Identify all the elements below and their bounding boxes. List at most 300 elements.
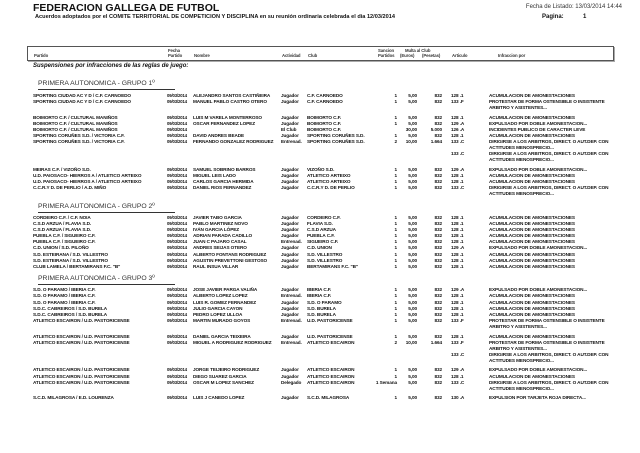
cell-actividad: Entrenad. bbox=[281, 317, 302, 323]
cell-infraccion: ACTITUDES MENOSPRECIO... bbox=[489, 157, 554, 163]
col-sancion: Sancion bbox=[378, 48, 395, 53]
cell-articulo: 128 .1 bbox=[451, 305, 464, 311]
cell-actividad: Entrenad. bbox=[281, 239, 302, 245]
cell-sancion: 1 bbox=[394, 305, 397, 311]
cell-club: BERTAMIRANS F.C. "B" bbox=[307, 263, 359, 269]
cell-nombre: OSCAR FERNANDEZ LOPEZ bbox=[193, 120, 255, 126]
cell-sancion: 1 bbox=[394, 311, 397, 317]
cell-actividad: Delegado bbox=[281, 379, 302, 385]
col-articulo: Articulo bbox=[452, 53, 468, 58]
cell-sancion: 1 bbox=[394, 395, 397, 401]
table-row-continuation bbox=[0, 191, 640, 197]
cell-euros: 5,00 bbox=[408, 379, 417, 385]
cell-pesetas: 832 bbox=[434, 293, 442, 299]
cell-infraccion: DIRIGIRSE A LOS ARBITROS, DIRECT. O AUT.DEP. CON bbox=[489, 151, 609, 157]
cell-pesetas: 832 bbox=[434, 317, 442, 323]
cell-articulo: 128 .1 bbox=[451, 133, 464, 139]
group-spacer bbox=[0, 401, 640, 405]
cell-infraccion: ACUMULACION DE AMONESTACIONES bbox=[489, 293, 575, 299]
cell-nombre: JAVIER TABO GARCIA bbox=[193, 215, 242, 220]
cell-euros: 5,00 bbox=[408, 227, 417, 233]
cell-partido: S.D. O PARAMO / IBERIA C.F. bbox=[33, 287, 96, 293]
cell-nombre: MARTIN MURADO GOYOS bbox=[193, 317, 251, 323]
cell-actividad: Entrenad. bbox=[281, 293, 302, 299]
cell-infraccion: EXPULSADO POR DOBLE AMONESTACION... bbox=[489, 120, 588, 126]
cell-fecha: 09/03/2014 bbox=[167, 99, 187, 105]
cell-euros: 5,00 bbox=[408, 179, 417, 185]
cell-euros: 5,00 bbox=[408, 245, 417, 251]
cell-partido: S.C.D. MILAGROSA / E.D. LOURENZA bbox=[33, 395, 114, 401]
cell-euros: 5,00 bbox=[408, 185, 417, 191]
cell-fecha: 09/03/2014 bbox=[167, 173, 187, 179]
cell-pesetas: 832 bbox=[434, 179, 442, 185]
cell-partido: S.D.C. CABREIROS / S.D. BURELA bbox=[33, 305, 108, 311]
cell-infraccion: ARBITRO Y ASISTENTES... bbox=[489, 323, 547, 329]
cell-actividad: Jugador bbox=[281, 179, 299, 185]
cell-nombre: PABLO MARTINEZ NOVO bbox=[193, 221, 248, 227]
cell-infraccion: DIRIGIRSE A LOS ARBITROS, DIRECT. O AUT.DEP. CON bbox=[489, 379, 609, 385]
cell-pesetas: 832 bbox=[434, 251, 442, 257]
col-pesetas: (Pesetas) bbox=[422, 53, 441, 58]
cell-actividad: Jugador bbox=[281, 114, 299, 120]
cell-nombre: JUAN C PAJARO CASAL bbox=[193, 239, 247, 245]
cell-fecha: 09/03/2014 bbox=[167, 167, 187, 173]
cell-fecha: 09/03/2014 bbox=[167, 263, 187, 269]
table-row-continuation bbox=[0, 324, 640, 330]
cell-club: ATLETICO ESCAIRON bbox=[307, 339, 355, 345]
cell-pesetas: 832 bbox=[434, 120, 442, 126]
cell-pesetas: 832 bbox=[434, 239, 442, 245]
cell-articulo: 128 .1 bbox=[451, 333, 464, 339]
cell-actividad: Jugador bbox=[281, 133, 299, 139]
cell-euros: 5,00 bbox=[408, 257, 417, 263]
cell-sancion: 1 bbox=[394, 215, 397, 220]
cell-actividad: Jugador bbox=[281, 257, 299, 263]
cell-articulo: 133 .F bbox=[451, 339, 464, 345]
group-underline bbox=[38, 284, 175, 285]
cell-partido: SPORTING CORUÑES S.D. / VICTORIA C.F. bbox=[33, 133, 125, 139]
cell-nombre: ALBERTO FONTANS RODRIGUEZ bbox=[193, 251, 267, 257]
cell-sancion: 1 bbox=[394, 99, 397, 105]
cell-partido: U.D. PAIOSACO- HIERROS A / ATLETICO ARTEIXO bbox=[33, 179, 142, 185]
cell-nombre: PEDRO LOPEZ ULLOA bbox=[193, 311, 243, 317]
cell-fecha: 09/03/2014 bbox=[167, 287, 187, 293]
cell-nombre: ALBERTO LOPEZ LOPEZ bbox=[193, 293, 248, 299]
table-row-continuation bbox=[0, 386, 640, 392]
cell-club: S.C.D. MILAGROSA bbox=[307, 395, 350, 401]
cell-pesetas: 832 bbox=[434, 133, 442, 139]
cell-euros: 5,00 bbox=[408, 114, 417, 120]
cell-actividad: Jugador bbox=[281, 245, 299, 251]
cell-articulo: 128 .1 bbox=[451, 227, 464, 233]
cell-partido: SPORTING CORUÑES S.D. / VICTORIA C.F. bbox=[33, 139, 125, 145]
cell-infraccion: ACUMULACION DE AMONESTACIONES bbox=[489, 221, 575, 227]
cell-partido: ATLETICO ESCAIRON / U.D. PASTORICENSE bbox=[33, 379, 130, 385]
cell-infraccion: PROTESTAR DE FORMA OSTENSIBLE O INSISTENTE bbox=[489, 317, 605, 323]
cell-euros: 10,00 bbox=[405, 139, 417, 145]
cell-infraccion: EXPULSADO POR DOBLE AMONESTACION... bbox=[489, 287, 588, 293]
cell-club: ATLETICO ESCAIRON bbox=[307, 367, 355, 373]
col-club: Club bbox=[308, 53, 318, 58]
cell-nombre: RAUL INSUA VILLAR bbox=[193, 263, 239, 269]
cell-euros: 5,00 bbox=[408, 215, 417, 220]
table-row bbox=[0, 264, 640, 270]
document-subtitle: Acuerdos adoptados por el COMITE TERRITORIAL DE COMPETICION Y DISCIPLINA en su reunión ordinaria celebrada el dia 12/03/2014 bbox=[35, 14, 395, 20]
col-actividad: Actividad bbox=[282, 53, 301, 58]
column-header-box bbox=[27, 46, 614, 61]
cell-actividad: El Club bbox=[281, 126, 297, 132]
cell-infraccion: ACTITUDES MENOSPRECIO... bbox=[489, 191, 554, 197]
cell-infraccion: INCIDENTES PUBLICO DE CARACTER LEVE bbox=[489, 126, 586, 132]
cell-nombre: IVÁN GARCIA LÓPEZ bbox=[193, 227, 240, 233]
cell-articulo: 128 .1 bbox=[451, 179, 464, 185]
cell-actividad: Entrenad. bbox=[281, 339, 302, 345]
cell-partido: PUEBLA C.F. / SIGUEIRO C.F. bbox=[33, 233, 96, 239]
cell-actividad: Jugador bbox=[281, 299, 299, 305]
cell-articulo: 129 .A bbox=[451, 245, 465, 251]
cell-fecha: 09/03/2014 bbox=[167, 239, 187, 245]
cell-fecha: 09/03/2014 bbox=[167, 221, 187, 227]
cell-sancion: 1 bbox=[394, 179, 397, 185]
table-row bbox=[0, 395, 640, 401]
cell-euros: 5,00 bbox=[408, 239, 417, 245]
col-euros: (Euros) bbox=[400, 53, 415, 58]
cell-euros: 5,00 bbox=[408, 233, 417, 239]
cell-actividad: Jugador bbox=[281, 373, 299, 379]
cell-pesetas: 832 bbox=[434, 233, 442, 239]
cell-articulo: 128 .1 bbox=[451, 263, 464, 269]
page-label: Pagina: bbox=[542, 14, 564, 20]
cell-nombre: DANIEL RIOS FERNANDEZ bbox=[193, 185, 252, 191]
cell-infraccion: ACUMULACION DE AMONESTACIONES bbox=[489, 227, 575, 233]
cell-articulo: 128 .1 bbox=[451, 293, 464, 299]
cell-nombre: JORGE TEIJEIRO RODRIGUEZ bbox=[193, 367, 260, 373]
cell-infraccion: ACTITUDES MENOSPRECIO... bbox=[489, 357, 554, 363]
cell-sancion: 1 bbox=[394, 333, 397, 339]
cell-actividad: Jugador bbox=[281, 167, 299, 173]
cell-infraccion: PROTESTAR DE FORMA OSTENSIBLE O INSISTENTE bbox=[489, 339, 605, 345]
cell-pesetas: 832 bbox=[434, 114, 442, 120]
cell-articulo: 128 .1 bbox=[451, 221, 464, 227]
cell-fecha: 09/03/2014 bbox=[167, 299, 187, 305]
cell-actividad: Jugador bbox=[281, 263, 299, 269]
cell-sancion: 1 bbox=[394, 239, 397, 245]
group-underline bbox=[38, 89, 175, 90]
cell-partido: BOIMORTO C.F. / CULTURAL MANIÑOS bbox=[33, 126, 118, 132]
cell-euros: 5,00 bbox=[408, 263, 417, 269]
cell-club: ATLETICO ARTEIXO bbox=[307, 179, 351, 185]
cell-partido: U.D. PAIOSACO- HIERROS A / ATLETICO ARTEIXO bbox=[33, 173, 142, 179]
cell-sancion: 2 bbox=[394, 139, 397, 145]
cell-fecha: 09/03/2014 bbox=[167, 373, 187, 379]
cell-partido: S.D. O PARAMO / IBERIA C.F. bbox=[33, 299, 96, 305]
cell-articulo: 129 .A bbox=[451, 120, 465, 126]
cell-fecha: 09/03/2014 bbox=[167, 333, 187, 339]
cell-nombre: LUIS J CANEDO LOPEZ bbox=[193, 395, 245, 401]
cell-articulo: 128 .1 bbox=[451, 114, 464, 120]
cell-euros: 5,00 bbox=[408, 333, 417, 339]
cell-euros: 5,00 bbox=[408, 367, 417, 373]
cell-euros: 5,00 bbox=[408, 120, 417, 126]
cell-pesetas: 832 bbox=[434, 227, 442, 233]
cell-infraccion: ACTITUDES MENOSPRECIO... bbox=[489, 145, 554, 151]
cell-nombre: SAMUEL SOBRINO BARROS bbox=[193, 167, 256, 173]
cell-partido: ATLETICO ESCAIRON / U.D. PASTORICENSE bbox=[33, 373, 130, 379]
cell-nombre: MIGUEL A RODRIGUEZ RODRIGUEZ bbox=[193, 339, 272, 345]
cell-sancion: 1 bbox=[394, 173, 397, 179]
cell-sancion: 1 bbox=[394, 367, 397, 373]
cell-sancion: 1 bbox=[394, 293, 397, 299]
cell-fecha: 09/03/2014 bbox=[167, 245, 187, 251]
col-fecha: Fecha bbox=[168, 48, 180, 53]
cell-sancion: 1 bbox=[394, 299, 397, 305]
cell-pesetas: 832 bbox=[434, 263, 442, 269]
cell-partido: BOIMORTO C.F. / CULTURAL MANIÑOS bbox=[33, 114, 118, 120]
cell-fecha: 09/03/2014 bbox=[167, 311, 187, 317]
cell-fecha: 09/03/2014 bbox=[167, 227, 187, 233]
cell-partido: C.C.R.Y D. DE PERLIO / A.D. MIÑO bbox=[33, 185, 107, 191]
group-heading bbox=[0, 201, 640, 215]
cell-infraccion: ARBITRO Y ASISTENTES... bbox=[489, 105, 547, 111]
cell-articulo: 133 .C bbox=[451, 185, 465, 191]
cell-infraccion: ACUMULACION DE AMONESTACIONES bbox=[489, 311, 575, 317]
cell-articulo: 129 .A bbox=[451, 367, 465, 373]
cell-club: SIGUEIRO C.F. bbox=[307, 239, 339, 245]
cell-nombre: LUIS M VARELA MONTERROSO bbox=[193, 114, 262, 120]
cell-articulo: 129 .A bbox=[451, 167, 465, 173]
cell-partido: SPORTING CIUDAD AC Y D / C.F. CARNOEDO bbox=[33, 93, 131, 98]
cell-partido: S.D. ESTEIRANA / S.D. VILLESTRO bbox=[33, 251, 108, 257]
cell-actividad: Jugador bbox=[281, 367, 299, 373]
cell-infraccion: ACUMULACION DE AMONESTACIONES bbox=[489, 257, 575, 263]
cell-pesetas: 832 bbox=[434, 167, 442, 173]
cell-fecha: 09/03/2014 bbox=[167, 120, 187, 126]
cell-fecha: 09/03/2014 bbox=[167, 215, 187, 220]
cell-infraccion: ACUMULACION DE AMONESTACIONES bbox=[489, 251, 575, 257]
cell-articulo: 130 .A bbox=[451, 395, 465, 401]
cell-nombre: MANUEL PABLO CASTRO OTERO bbox=[193, 99, 267, 105]
cell-sancion: 1 Semana bbox=[375, 379, 397, 385]
cell-partido: ATLETICO ESCAIRON / U.D. PASTORICENSE bbox=[33, 339, 130, 345]
cell-euros: 5,00 bbox=[408, 93, 417, 98]
group-underline bbox=[38, 212, 175, 213]
cell-nombre: OSCAR M LOPEZ SANCHEZ bbox=[193, 379, 254, 385]
col-partido: Partido bbox=[34, 53, 49, 58]
cell-fecha: 09/03/2014 bbox=[167, 114, 187, 120]
cell-fecha: 09/03/2014 bbox=[167, 139, 187, 145]
cell-club: BOIMORTO C.F. bbox=[307, 114, 342, 120]
cell-nombre: ANDRES SEIJAS OTERO bbox=[193, 245, 247, 251]
cell-actividad: Jugador bbox=[281, 305, 299, 311]
cell-infraccion: ACUMULACION DE AMONESTACIONES bbox=[489, 305, 575, 311]
group-title: PRIMERA AUTONOMICA - GRUPO 1º bbox=[38, 80, 155, 87]
cell-nombre: DAVID ANDRES BEADE bbox=[193, 133, 245, 139]
cell-nombre: ALEJANDRO SANTOS CASTIÑEIRA bbox=[193, 93, 271, 98]
cell-infraccion: ACUMULACION DE AMONESTACIONES bbox=[489, 263, 575, 269]
cell-partido: SPORTING CIUDAD AC Y D / C.F. CARNOEDO bbox=[33, 99, 131, 105]
cell-pesetas: 832 bbox=[434, 287, 442, 293]
cell-fecha: 09/03/2014 bbox=[167, 133, 187, 139]
cell-articulo: 128 .1 bbox=[451, 299, 464, 305]
group-heading bbox=[0, 273, 640, 287]
cell-fecha: 09/03/2014 bbox=[167, 339, 187, 345]
cell-partido: S.D. ESTEIRANA / S.D. VILLESTRO bbox=[33, 257, 108, 263]
cell-sancion: 1 bbox=[394, 317, 397, 323]
cell-fecha: 09/03/2014 bbox=[167, 126, 187, 132]
cell-pesetas: 832 bbox=[434, 305, 442, 311]
cell-pesetas: 832 bbox=[434, 245, 442, 251]
cell-actividad: Jugador bbox=[281, 251, 299, 257]
cell-euros: 5,00 bbox=[408, 311, 417, 317]
cell-partido: ATLETICO ESCAIRON / U.D. PASTORICENSE bbox=[33, 333, 130, 339]
cell-pesetas: 1.664 bbox=[430, 339, 442, 345]
cell-actividad: Jugador bbox=[281, 311, 299, 317]
cell-euros: 5,00 bbox=[408, 305, 417, 311]
cell-actividad: Jugador bbox=[281, 99, 299, 105]
cell-partido: ATLETICO ESCAIRON / U.D. PASTORICENSE bbox=[33, 367, 130, 373]
cell-articulo: 128 .1 bbox=[451, 251, 464, 257]
cell-euros: 5,00 bbox=[408, 221, 417, 227]
cell-actividad: Jugador bbox=[281, 93, 299, 98]
cell-actividad: Jugador bbox=[281, 287, 299, 293]
cell-sancion: 1 bbox=[394, 373, 397, 379]
group-heading bbox=[0, 74, 640, 93]
cell-club: IBERIA C.F. bbox=[307, 287, 332, 293]
sanctions-list bbox=[0, 74, 640, 405]
cell-nombre: DANIEL GARCIA TEIXEIRA bbox=[193, 333, 251, 339]
cell-infraccion: EXPULSADO POR DOBLE AMONESTACION... bbox=[489, 245, 588, 251]
cell-infraccion: ACUMULACION DE AMONESTACIONES bbox=[489, 173, 575, 179]
cell-sancion: 1 bbox=[394, 251, 397, 257]
group-title: PRIMERA AUTONOMICA - GRUPO 3º bbox=[38, 275, 155, 283]
cell-euros: 5,00 bbox=[408, 287, 417, 293]
cell-articulo: 129 .A bbox=[451, 287, 465, 293]
cell-sancion: 1 bbox=[394, 233, 397, 239]
cell-actividad: Jugador bbox=[281, 221, 299, 227]
cell-club: S.D. VILLESTRO bbox=[307, 257, 343, 263]
cell-club: U.D. PASTORICENSE bbox=[307, 317, 353, 323]
cell-club: BOIMORTO C.F. bbox=[307, 120, 342, 126]
cell-infraccion: ACUMULACION DE AMONESTACIONES bbox=[489, 179, 575, 185]
cell-articulo: 128 .1 bbox=[451, 257, 464, 263]
cell-pesetas: 832 bbox=[434, 333, 442, 339]
cell-club: VIZOÑO S.D. bbox=[307, 167, 335, 173]
cell-fecha: 09/03/2014 bbox=[167, 179, 187, 185]
cell-infraccion: ACUMULACION DE AMONESTACIONES bbox=[489, 215, 575, 220]
cell-infraccion: ACUMULACION DE AMONESTACIONES bbox=[489, 114, 575, 120]
cell-partido: PUEBLA C.F. / SIGUEIRO C.F. bbox=[33, 239, 96, 245]
cell-euros: 5,00 bbox=[408, 293, 417, 299]
cell-infraccion: ACUMULACION DE AMONESTACIONES bbox=[489, 133, 575, 139]
cell-fecha: 09/03/2014 bbox=[167, 367, 187, 373]
cell-partido: CORDEIRO C.F. / C.F. NOIA bbox=[33, 215, 91, 220]
cell-sancion: 1 bbox=[394, 93, 397, 98]
cell-articulo: 133 .F bbox=[451, 99, 464, 105]
cell-articulo: 128 .1 bbox=[451, 93, 464, 98]
cell-sancion: 1 bbox=[394, 245, 397, 251]
cell-infraccion: DIRIGIRSE A LOS ARBITROS, DIRECT. O AUT.DEP. CON bbox=[489, 351, 609, 357]
cell-infraccion: EXPULSION POR TARJETA ROJA DIRECTA... bbox=[489, 395, 586, 401]
cell-pesetas: 832 bbox=[434, 221, 442, 227]
cell-partido: BOIMORTO C.F. / CULTURAL MANIÑOS bbox=[33, 120, 118, 126]
cell-actividad: Jugador bbox=[281, 120, 299, 126]
cell-pesetas: 832 bbox=[434, 299, 442, 305]
cell-sancion: 1 bbox=[394, 167, 397, 173]
cell-sancion: 1 bbox=[394, 287, 397, 293]
cell-articulo: 133 .C bbox=[451, 351, 465, 357]
cell-infraccion: ACTITUDES MENOSPRECIO... bbox=[489, 385, 554, 391]
cell-actividad: Jugador bbox=[281, 227, 299, 233]
cell-club: C.F. CARNOEDO bbox=[307, 99, 343, 105]
cell-euros: 5,00 bbox=[408, 167, 417, 173]
cell-partido: S.D. O PARAMO / IBERIA C.F. bbox=[33, 293, 96, 299]
cell-club: C.S.D ARZUA bbox=[307, 227, 336, 233]
col-nombre: Nombre bbox=[194, 53, 210, 58]
cell-sancion: 1 bbox=[394, 120, 397, 126]
cell-club: PUEBLA C.F. bbox=[307, 233, 335, 239]
cell-club: S.D. BURELA bbox=[307, 305, 336, 311]
group-title: PRIMERA AUTONOMICA - GRUPO 2º bbox=[38, 203, 155, 210]
table-row-continuation bbox=[0, 105, 640, 111]
cell-pesetas: 832 bbox=[434, 395, 442, 401]
cell-pesetas: 832 bbox=[434, 257, 442, 263]
cell-sancion: 1 bbox=[394, 133, 397, 139]
cell-fecha: 09/03/2014 bbox=[167, 93, 187, 98]
cell-actividad: Entrenad. bbox=[281, 139, 302, 145]
cell-pesetas: 832 bbox=[434, 367, 442, 373]
cell-actividad: Jugador bbox=[281, 185, 299, 191]
cell-club: IBERIA C.F. bbox=[307, 293, 332, 299]
cell-pesetas: 1.664 bbox=[430, 139, 442, 145]
cell-euros: 5,00 bbox=[408, 317, 417, 323]
cell-pesetas: 5.000 bbox=[430, 126, 442, 132]
cell-pesetas: 832 bbox=[434, 373, 442, 379]
cell-pesetas: 832 bbox=[434, 99, 442, 105]
cell-articulo: 128 .1 bbox=[451, 239, 464, 245]
cell-infraccion: ACUMULACION DE AMONESTACIONES bbox=[489, 299, 575, 305]
cell-euros: 5,00 bbox=[408, 251, 417, 257]
cell-sancion: 2 bbox=[394, 339, 397, 345]
cell-club: CORDEIRO C.F. bbox=[307, 215, 341, 220]
cell-nombre: DIEGO SUAREZ GARCIA bbox=[193, 373, 247, 379]
cell-club: ATLETICO ARTEIXO bbox=[307, 173, 351, 179]
cell-fecha: 09/03/2014 bbox=[167, 317, 187, 323]
cell-fecha: 09/03/2014 bbox=[167, 395, 187, 401]
cell-articulo: 128 .1 bbox=[451, 173, 464, 179]
cell-infraccion: ACUMULACION DE AMONESTACIONES bbox=[489, 239, 575, 245]
cell-partido: MEIRAS C.F. / VIZOÑO S.D. bbox=[33, 167, 91, 173]
cell-articulo: 128 .1 bbox=[451, 311, 464, 317]
table-row-continuation bbox=[0, 157, 640, 163]
cell-nombre: CARLOS GARCIA HERMIDA bbox=[193, 179, 254, 185]
cell-nombre: JOSE JAVIER PARGA VALIÑA bbox=[193, 287, 258, 293]
cell-club: C.D. UNION bbox=[307, 245, 332, 251]
cell-fecha: 09/03/2014 bbox=[167, 305, 187, 311]
cell-nombre: AGUSTIN PREVETTONI GESTOSO bbox=[193, 257, 268, 263]
cell-club: BOIMORTO C.F. bbox=[307, 126, 342, 132]
cell-actividad: Jugador bbox=[281, 173, 299, 179]
cell-sancion: 1 bbox=[394, 227, 397, 233]
listing-date: Fecha de Listado: 13/03/2014 14:44 bbox=[525, 4, 622, 10]
cell-club: C.F. CARNOEDO bbox=[307, 93, 343, 98]
cell-partido: C.S.D ARZUA / FLAVIA S.D. bbox=[33, 227, 92, 233]
cell-infraccion: EXPULSADO POR DOBLE AMONESTACION... bbox=[489, 167, 588, 173]
cell-infraccion: ACUMULACION DE AMONESTACIONES bbox=[489, 333, 575, 339]
cell-club: U.D. PASTORICENSE bbox=[307, 333, 353, 339]
document-title: FEDERACION GALLEGA DE FUTBOL bbox=[33, 2, 220, 14]
cell-infraccion: ACUMULACION DE AMONESTACIONES bbox=[489, 233, 575, 239]
cell-euros: 30,00 bbox=[405, 126, 417, 132]
